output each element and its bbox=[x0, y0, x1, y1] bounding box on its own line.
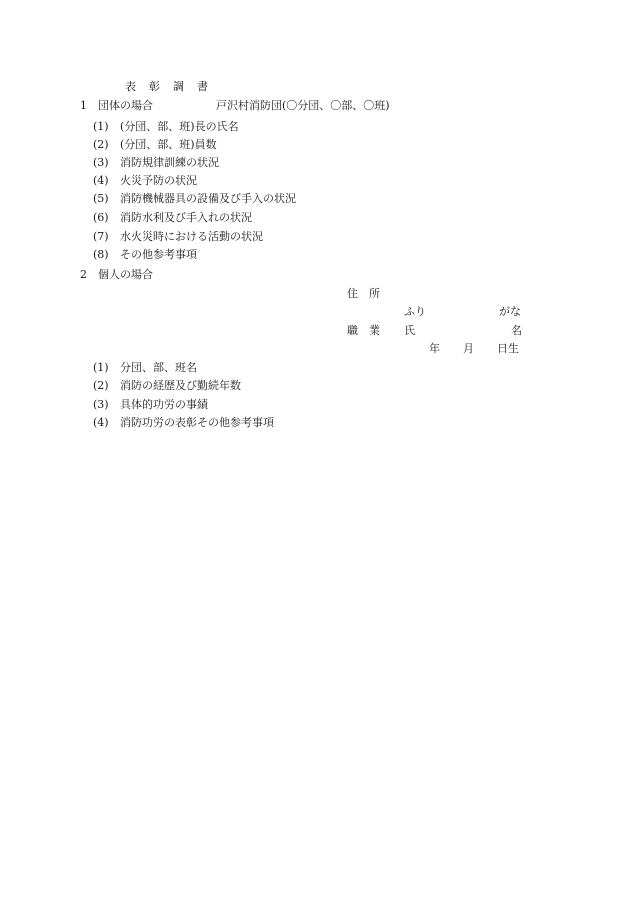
item-text: 消防規律訓練の状況 bbox=[120, 156, 219, 169]
item-text: 消防功労の表彰その他参考事項 bbox=[120, 416, 274, 429]
item-number: (8) bbox=[93, 248, 109, 261]
document-title: 表 彰 調 書 bbox=[125, 80, 209, 93]
item-number: (2) bbox=[93, 138, 109, 151]
section-2-heading: 2 個人の場合 bbox=[80, 268, 153, 281]
furigana-right: がな bbox=[499, 305, 521, 318]
section-1-item bbox=[93, 248, 197, 262]
name-label-given: 名 bbox=[511, 324, 522, 337]
birth-month-label: 月 bbox=[463, 342, 474, 355]
item-text: (分団、部、班)員数 bbox=[120, 138, 217, 151]
section-1-item bbox=[93, 211, 252, 225]
occupation-label: 職 業 bbox=[347, 324, 380, 337]
section-1-item bbox=[93, 230, 263, 244]
section-1-item bbox=[93, 174, 197, 188]
item-text: 水火災時における活動の状況 bbox=[120, 230, 263, 243]
item-number: (1) bbox=[93, 361, 109, 374]
item-text: 具体的功労の事績 bbox=[120, 398, 208, 411]
section-1-item bbox=[93, 138, 217, 152]
birth-day-label: 日生 bbox=[497, 342, 519, 355]
birth-year-label: 年 bbox=[429, 342, 440, 355]
item-text: その他参考事項 bbox=[120, 248, 197, 261]
section-2-item bbox=[93, 398, 208, 412]
item-text: 消防水利及び手入れの状況 bbox=[120, 211, 252, 224]
item-number: (3) bbox=[93, 398, 109, 411]
item-text: (分団、部、班)長の氏名 bbox=[120, 120, 239, 133]
address-label: 住 所 bbox=[347, 287, 380, 300]
item-number: (6) bbox=[93, 211, 109, 224]
section-1-organization: 戸沢村消防団(〇分団、〇部、〇班) bbox=[216, 99, 390, 112]
section-1-item bbox=[93, 120, 239, 134]
furigana-left: ふり bbox=[404, 305, 426, 318]
section-2-item bbox=[93, 416, 274, 430]
item-number: (7) bbox=[93, 230, 109, 243]
section-1-item bbox=[93, 156, 219, 170]
item-text: 分団、部、班名 bbox=[120, 361, 197, 374]
name-label-surname: 氏 bbox=[404, 324, 415, 337]
section-1-heading: 1 団体の場合 bbox=[80, 99, 153, 112]
item-text: 消防の経歴及び勤続年数 bbox=[120, 379, 241, 392]
item-number: (5) bbox=[93, 192, 109, 205]
item-text: 消防機械器具の設備及び手入の状況 bbox=[120, 192, 296, 205]
item-number: (1) bbox=[93, 120, 109, 133]
item-number: (3) bbox=[93, 156, 109, 169]
section-2-item bbox=[93, 361, 197, 375]
item-number: (4) bbox=[93, 174, 109, 187]
item-number: (4) bbox=[93, 416, 109, 429]
section-1-item bbox=[93, 192, 296, 206]
item-text: 火災予防の状況 bbox=[120, 174, 197, 187]
section-2-item bbox=[93, 379, 241, 393]
item-number: (2) bbox=[93, 379, 109, 392]
